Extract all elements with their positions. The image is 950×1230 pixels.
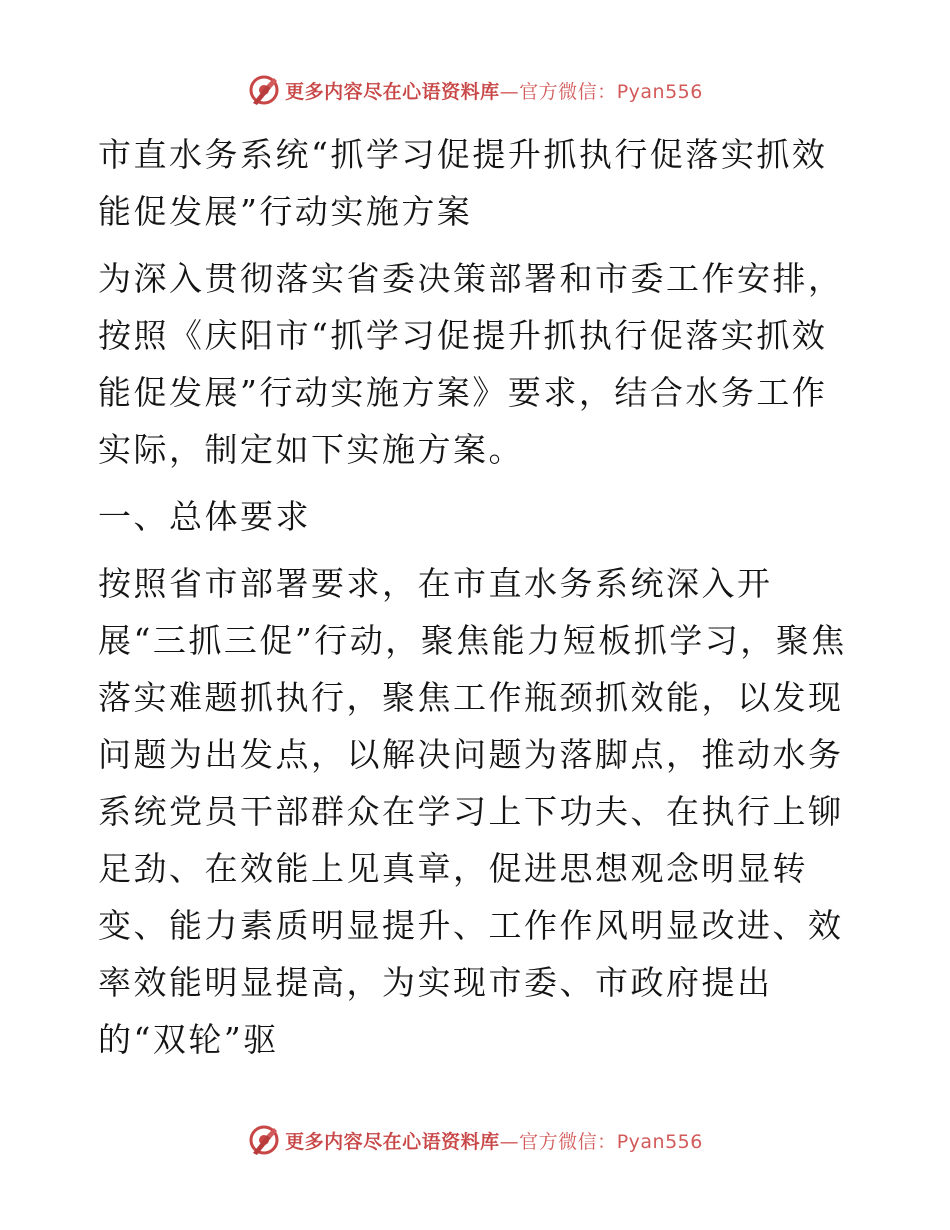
banner-account: Pyan556 [616,80,703,103]
header-banner [0,70,950,110]
banner-brand: 更多内容尽在心语资料库 [285,80,500,103]
banner-brand: 更多内容尽在心语资料库 [285,1130,500,1153]
section-paragraph: 按照省市部署要求，在市直水务系统深入开展“三抓三促”行动，聚焦能力短板抓学习，聚焦落实难题抓执行，聚焦工作瓶颈抓效能，以发现问题为出发点，以解决问题为落脚点，推动水务系统党员干部群众在学习上下功夫、在执行上铆足劲、在效能上见真章，促进思想观念明显转变、能力素质明显提升、工作作风明显改进、效率效能明显提高，为实现市委、市政府提出的“双轮”驱 [98,564,847,1059]
banner-account: Pyan556 [616,1130,703,1153]
section-heading: 一、总体要求 [98,497,311,536]
footer-banner [0,1120,950,1160]
banner-label: 官方微信： [519,1130,617,1153]
banner-label: 官方微信： [519,80,617,103]
document-title: 市直水务系统“抓学习促提升抓执行促落实抓效能促发展”行动实施方案 [98,135,828,231]
document-body [98,126,858,1068]
banner-dash: — [499,80,520,103]
pen-circle-logo-icon [247,73,281,107]
banner-text [285,1127,703,1154]
pen-circle-logo-icon [247,1123,281,1157]
banner-dash: — [499,1130,520,1153]
intro-paragraph: 为深入贯彻落实省委决策部署和市委工作安排，按照《庆阳市“抓学习促提升抓执行促落实抓效能促发展”行动实施方案》要求，结合水务工作实际，制定如下实施方案。 [98,259,844,469]
banner-text [285,77,703,104]
